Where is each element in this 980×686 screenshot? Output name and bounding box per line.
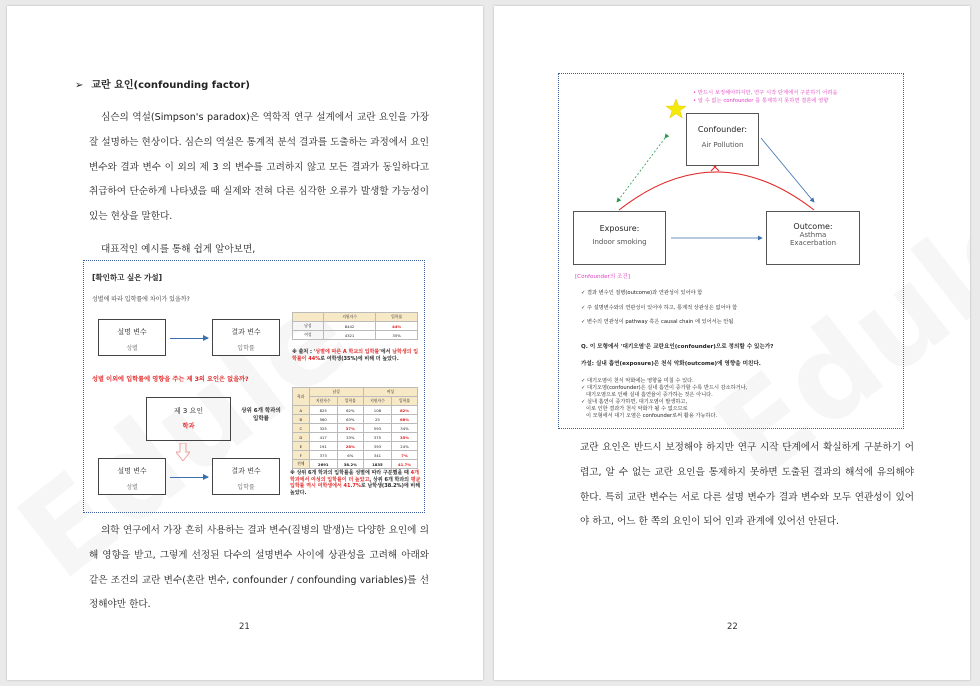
table-cell: 62% bbox=[337, 406, 363, 415]
table-cell: 35% bbox=[392, 433, 418, 442]
table-cell: 341 bbox=[363, 451, 391, 460]
table-cell: B bbox=[293, 415, 310, 424]
page-number: 21 bbox=[239, 622, 250, 632]
arrow-right-icon bbox=[170, 338, 208, 339]
table-cell: 7% bbox=[392, 451, 418, 460]
table-cell: 41.7% bbox=[392, 460, 418, 469]
table-cell: 593 bbox=[363, 424, 391, 433]
question: Q. 이 모형에서 '대기오염'은 교란요인(confounder)으로 정의할 수 있는가? bbox=[581, 344, 774, 350]
list-item: ✓ 변수의 연관성이 pathway 혹은 causal chain 에 있어서는 안됨 bbox=[581, 319, 734, 325]
note-text: '에서 bbox=[379, 349, 393, 355]
admission-table-by-department bbox=[292, 387, 418, 469]
star-icon bbox=[665, 98, 687, 120]
explanatory-variable-box bbox=[98, 319, 166, 356]
warning-text: 알 수 없는 confounder 를 통제하지 못하면 결론에 영향 bbox=[697, 98, 829, 104]
box-title: Exposure: bbox=[599, 224, 640, 233]
paragraph-confounder-adjustment: 교란 요인은 반드시 보정해야 하지만 연구 시작 단계에서 확실하게 구분하기 어렵고, 알 수 없는 교란 요인을 통제하지 못하면 도출된 결과의 해석에 유의해야 한다. 특히 교란 변수는 서로 다른 설명 변수가 결과 변수와 모두 연관성이 있어야 하고, 어느 한 쪽의 요인이 되어 인과 관계에 있어선 안된다. bbox=[580, 442, 914, 528]
box-title: 설명 변수 bbox=[117, 328, 147, 336]
table-cell: 1835 bbox=[363, 460, 391, 469]
table-cell: 373 bbox=[309, 451, 337, 460]
figure-title: [확인하고 싶은 가설] bbox=[92, 273, 163, 282]
list-item: 대기오염으로 인해 실내 흡연율이 증가하는 것은 아니다. bbox=[581, 392, 713, 398]
box-sub: 성별 bbox=[126, 484, 138, 491]
list-item: ✓ 실내 흡연이 증가하면, 대기오염이 발생하고, bbox=[581, 399, 688, 405]
table-cell: 375 bbox=[363, 433, 391, 442]
list-item: ✓ 대기오염(confounder)은 실내 흡연이 증가할 수록 반드시 감소하거나, bbox=[581, 385, 748, 391]
list-item: ✓ 대기오염이 천식 악화에는 영향을 미칠 수 있다. bbox=[581, 378, 694, 384]
list-item: ✓ 결과 변수인 질병(outcome)과 연관성이 있어야 함 bbox=[581, 290, 703, 296]
page-22 bbox=[494, 6, 970, 680]
table-row bbox=[293, 406, 418, 415]
box-title: Outcome: bbox=[793, 222, 833, 231]
note-highlight: 평균 입학률 역시 여학생에서 41.7% bbox=[290, 476, 421, 489]
box-title: Confounder: bbox=[697, 125, 748, 134]
figure-confounder-diagram bbox=[558, 73, 904, 429]
table-cell: 35% bbox=[376, 331, 418, 340]
box-title: 제 3 요인 bbox=[173, 407, 204, 415]
note-highlight: 4개 학과에서 여성의 입학률이 더 높았고 bbox=[290, 470, 419, 483]
outcome-variable-box-2 bbox=[212, 458, 280, 495]
third-factor-box bbox=[146, 397, 231, 441]
explanatory-variable-box-2 bbox=[98, 458, 166, 495]
table-cell: 34% bbox=[392, 424, 418, 433]
dashed-association-arrow bbox=[617, 138, 665, 202]
table-cell: 417 bbox=[309, 433, 337, 442]
table-cell: 24% bbox=[392, 442, 418, 451]
table-header: 지원자수 bbox=[309, 397, 337, 406]
outcome-box bbox=[766, 211, 860, 265]
table-cell: 63% bbox=[337, 415, 363, 424]
note-text: 로 남학생(38.2%)에 비해 높았다. bbox=[290, 483, 421, 496]
figure-subtitle: 성별에 따라 입학률에 차이가 있을까? bbox=[92, 296, 190, 303]
box-title: 설명 변수 bbox=[117, 467, 147, 475]
list-item: ✓ 주 설명변수와의 연관성이 있어야 하고, 통계적 상관성은 없어야 함 bbox=[581, 304, 738, 311]
arrow-bullet-icon: ➢ bbox=[75, 80, 84, 91]
table1-note bbox=[292, 349, 422, 362]
table-cell: 4321 bbox=[323, 331, 376, 340]
table-header: 입학률 bbox=[337, 397, 363, 406]
box-sub: 성별 bbox=[126, 345, 138, 352]
note-text: ※ 상위 6개 학과의 입학률을 성별에 따라 구분했을 때 bbox=[290, 470, 411, 476]
confounder-box bbox=[686, 113, 759, 166]
outcome-variable-box bbox=[212, 319, 280, 356]
table-row bbox=[293, 322, 418, 331]
red-curve-arrow bbox=[619, 172, 814, 210]
answers-list bbox=[581, 378, 747, 420]
table-cell: 6% bbox=[337, 451, 363, 460]
table-row bbox=[293, 415, 418, 424]
list-item: 이로 인한 결과가 천식 악화가 될 수 없으므로 bbox=[581, 406, 688, 412]
figure-hypothesis bbox=[83, 260, 425, 513]
table-row bbox=[293, 460, 418, 469]
box-sub: Exacerbation bbox=[789, 239, 837, 247]
table-cell: 2691 bbox=[309, 460, 337, 469]
note-highlight: 성별에 따른 A 학교의 입학률 bbox=[315, 349, 380, 355]
box-title: 결과 변수 bbox=[231, 328, 261, 336]
third-factor-question: 성별 이외에 입학률에 영향을 주는 제 3의 요인은 없을까? bbox=[92, 376, 249, 383]
arrow-right-icon bbox=[170, 477, 208, 478]
table-cell: 25 bbox=[363, 415, 391, 424]
table-header: 지원자수 bbox=[363, 397, 391, 406]
section-heading bbox=[75, 76, 250, 91]
table-cell: F bbox=[293, 451, 310, 460]
table-cell: A bbox=[293, 406, 310, 415]
table-header bbox=[293, 313, 324, 322]
table-row bbox=[293, 331, 418, 340]
box-sub: 입학률 bbox=[237, 345, 255, 352]
table-header: 지원자수 bbox=[323, 313, 376, 322]
admission-table-overall bbox=[292, 312, 418, 340]
table-cell: E bbox=[293, 442, 310, 451]
page-number: 22 bbox=[727, 622, 738, 632]
conditions-list bbox=[581, 286, 737, 330]
table-cell: 44% bbox=[376, 322, 418, 331]
table-cell: 8442 bbox=[323, 322, 376, 331]
table-cell: 37% bbox=[337, 424, 363, 433]
heading-text: 교란 요인(confounding factor) bbox=[91, 80, 250, 91]
box-sub: 학과 bbox=[182, 423, 195, 430]
table-cell: 38.2% bbox=[337, 460, 363, 469]
warning-text: 반드시 보정해야하지만, 연구 시작 단계에서 구분하기 어려움 bbox=[697, 90, 838, 96]
down-arrow-icon bbox=[176, 443, 190, 461]
box-sub: 입학률 bbox=[237, 484, 255, 491]
table-header: 입학률 bbox=[392, 397, 418, 406]
table-row bbox=[293, 442, 418, 451]
exposure-box bbox=[573, 211, 666, 265]
note-text: ※ 출처 : ' bbox=[292, 349, 316, 355]
table-cell: 33% bbox=[337, 433, 363, 442]
table-cell: 여성 bbox=[293, 331, 324, 340]
box-sub: Asthma bbox=[799, 231, 827, 239]
table-cell: 28% bbox=[337, 442, 363, 451]
note-text: , 상위 6개 학과의 bbox=[369, 476, 411, 483]
table-cell: 191 bbox=[309, 442, 337, 451]
note-text: 로 여학생(35%)에 비해 더 높았다. bbox=[320, 355, 399, 362]
table-cell: 393 bbox=[363, 442, 391, 451]
table-cell: 남성 bbox=[293, 322, 324, 331]
table-header: 입학률 bbox=[376, 313, 418, 322]
table-row bbox=[293, 451, 418, 460]
paragraph-example-intro: 대표적인 예시를 통해 쉽게 알아보면, bbox=[101, 244, 256, 255]
table-cell: 68% bbox=[392, 415, 418, 424]
table-cell: C bbox=[293, 424, 310, 433]
page-21 bbox=[7, 6, 483, 680]
box-sub: Indoor smoking bbox=[592, 238, 647, 246]
table-cell: D bbox=[293, 433, 310, 442]
table-cell: 560 bbox=[309, 415, 337, 424]
note-highlight: 남학생의 입학률이 44% bbox=[292, 349, 419, 362]
table-header: 학과 bbox=[293, 388, 310, 406]
list-item: 이 모형에서 대기 오염은 confounder로써 활용 가능하다. bbox=[581, 413, 718, 419]
box-sub: Air Pollution bbox=[701, 141, 744, 149]
table-header: 여성 bbox=[363, 388, 417, 397]
table2-label: 상위 6개 학과의 입학률 bbox=[241, 408, 281, 422]
box-title: 결과 변수 bbox=[231, 467, 261, 475]
table-header: 남성 bbox=[309, 388, 363, 397]
table-cell: 325 bbox=[309, 424, 337, 433]
warning-notes: • 반드시 보정해야하지만, 연구 시작 단계에서 구분하기 어려움 • 알 수 없는 confounder 를 통제하지 못하면 결론에 영향 bbox=[693, 90, 838, 104]
table-cell: 825 bbox=[309, 406, 337, 415]
paragraph-confounder-selection: 의학 연구에서 가장 흔히 사용하는 결과 변수(질병의 발생)는 다양한 요인에 의해 영향을 받고, 그렇게 선정된 다수의 설명변수 사이에 상관성을 고려해 아래와 같은 조건의 교란 변수(혼란 변수, confounder / confounding variables)를 선정해야만 한다. bbox=[89, 525, 429, 611]
hypothesis: 가설: 실내 흡연(exposure)은 천식 악화(outcome)에 영향을 미친다. bbox=[581, 361, 761, 367]
table-cell: 전체 bbox=[293, 460, 310, 469]
table-row bbox=[293, 424, 418, 433]
table2-note bbox=[290, 470, 424, 496]
table-row bbox=[293, 433, 418, 442]
conditions-title: [Confounder의 조건] bbox=[575, 274, 631, 280]
table-cell: 108 bbox=[363, 406, 391, 415]
paragraph-simpsons-paradox: 심슨의 역설(Simpson's paradox)은 역학적 연구 설계에서 교란 요인을 가장 잘 설명하는 현상이다. 심슨의 역설은 통계적 분석 결과를 도출하는 과정에서 요인 변수와 결과 변수 이 외의 제 3 의 변수를 고려하지 않고 모든 결과가 동일하다고 취급하여 단순하게 나타냈을 때 실제와 전혀 다른 심각한 오류가 발생할 가능성이 있는 현상을 말한다. bbox=[89, 112, 429, 223]
table-cell: 82% bbox=[392, 406, 418, 415]
